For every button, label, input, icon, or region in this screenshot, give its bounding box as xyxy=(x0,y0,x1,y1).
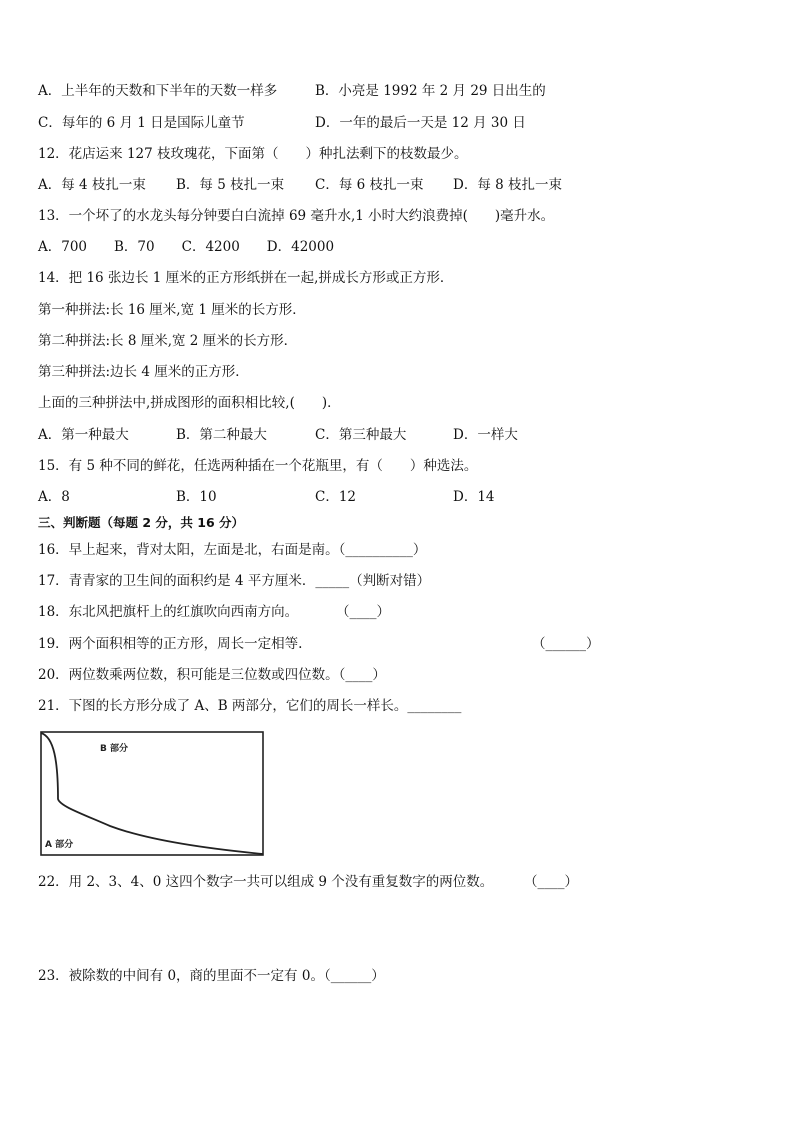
q12-option-d: D．每 8 枝扎一束 xyxy=(453,177,562,193)
q13-question: 13．一个坏了的水龙头每分钟要白白流掉 69 毫升水,1 小时大约浪费掉( )毫升水。 xyxy=(38,208,555,224)
q11-option-d: D．一年的最后一天是 12 月 30 日 xyxy=(315,115,526,131)
q14-option-a: A．第一种最大 xyxy=(38,427,129,443)
q14-line-4: 上面的三种拼法中,拼成图形的面积相比较,( )． xyxy=(38,395,341,411)
q14-option-c: C．第三种最大 xyxy=(315,427,407,443)
q12-question: 12．花店运来 127 枝玫瑰花，下面第（ ）种扎法剩下的枝数最少。 xyxy=(38,146,468,162)
q15-option-b: B．10 xyxy=(176,489,217,505)
q14-line-3: 第三种拼法:边长 4 厘米的正方形． xyxy=(38,364,249,380)
q19-answer-blank[interactable]: （______） xyxy=(532,636,600,652)
q14-option-b: B．第二种最大 xyxy=(176,427,267,443)
q23-question: 23．被除数的中间有 0，商的里面不一定有 0。（______） xyxy=(38,968,385,984)
q21-figure-svg xyxy=(40,731,264,856)
label-part-a: A 部分 xyxy=(45,840,74,850)
label-part-b: B 部分 xyxy=(100,744,128,754)
q18-question: 18．东北风把旗杆上的红旗吹向西南方向。 xyxy=(38,604,299,620)
q21-question: 21．下图的长方形分成了 A、B 两部分，它们的周长一样长。________ xyxy=(38,698,462,714)
q22-answer-blank[interactable]: （____） xyxy=(524,874,578,890)
q21-rectangle-figure xyxy=(40,731,264,856)
q22-question: 22．用 2、3、4、0 这四个数字一共可以组成 9 个没有重复数字的两位数。 xyxy=(38,874,494,890)
q14-question: 14．把 16 张边长 1 厘米的正方形纸拼在一起,拼成长方形或正方形． xyxy=(38,270,454,286)
q11-option-c: C．每年的 6 月 1 日是国际儿童节 xyxy=(38,115,245,131)
q12-option-b: B．每 5 枝扎一束 xyxy=(176,177,285,193)
q14-line-2: 第二种拼法:长 8 厘米,宽 2 厘米的长方形． xyxy=(38,333,298,349)
q15-option-c: C．12 xyxy=(315,489,357,505)
q14-option-d: D．一样大 xyxy=(453,427,518,443)
q12-option-c: C．每 6 枝扎一束 xyxy=(315,177,424,193)
q16-question: 16．早上起来，背对太阳，左面是北，右面是南。（__________） xyxy=(38,542,427,558)
q17-question: 17．青青家的卫生间的面积约是 4 平方厘米．_____（判断对错） xyxy=(38,573,431,589)
q15-question: 15．有 5 种不同的鲜花，任选两种插在一个花瓶里，有（ ）种选法。 xyxy=(38,458,478,474)
q11-option-a: A．上半年的天数和下半年的天数一样多 xyxy=(38,83,278,99)
q13-options: A．700 B．70 C．4200 D．42000 xyxy=(38,239,335,255)
q12-option-a: A．每 4 枝扎一束 xyxy=(38,177,146,193)
q15-option-d: D．14 xyxy=(453,489,495,505)
q18-answer-blank[interactable]: （____） xyxy=(336,604,390,620)
rectangle-outline xyxy=(41,732,263,855)
q19-question: 19．两个面积相等的正方形，周长一定相等. xyxy=(38,636,303,652)
section-heading: 三、判断题（每题 2 分，共 16 分） xyxy=(38,515,245,530)
q11-option-b: B．小亮是 1992 年 2 月 29 日出生的 xyxy=(315,83,546,99)
q20-question: 20．两位数乘两位数，积可能是三位数或四位数。（____） xyxy=(38,667,386,683)
q15-option-a: A．8 xyxy=(38,489,70,505)
q14-line-1: 第一种拼法:长 16 厘米,宽 1 厘米的长方形． xyxy=(38,302,306,318)
